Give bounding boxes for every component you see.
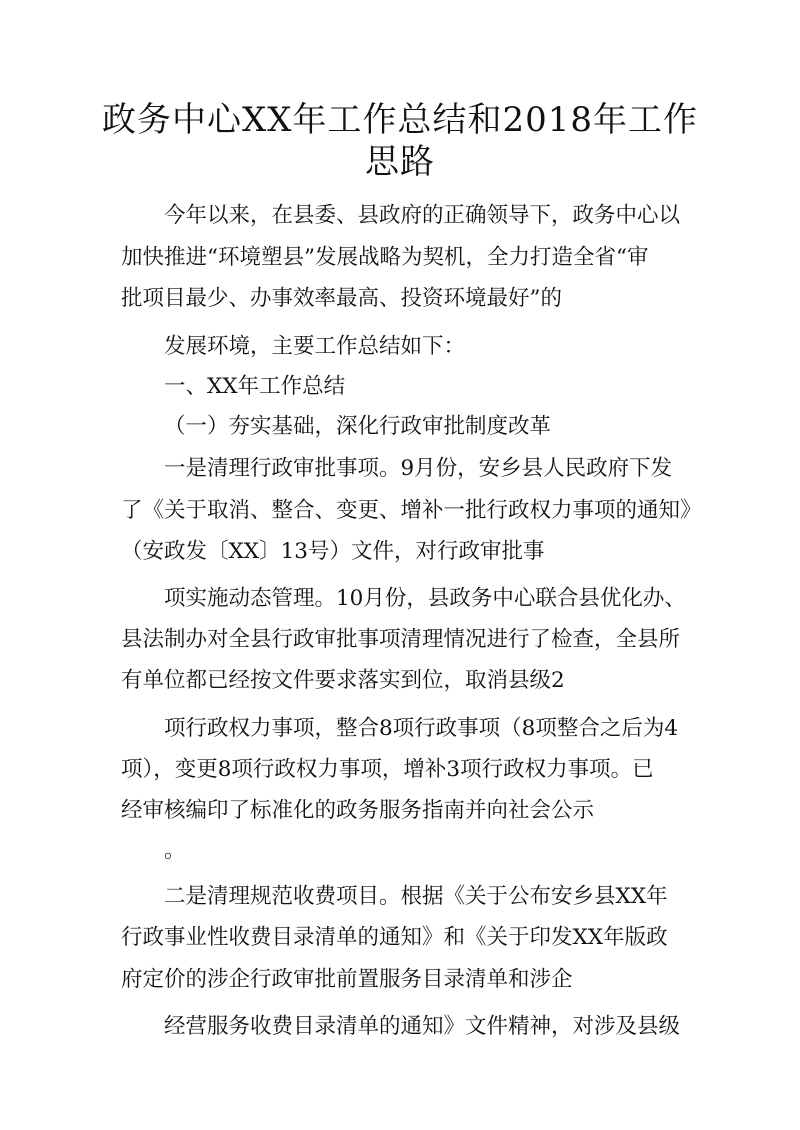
paragraph-line: 批项目最少、办事效率最高、投资环境最好”的 [121,286,562,311]
section-heading: 一、XX年工作总结 [164,374,346,399]
paragraph-line: 项），变更8项行政权力事项，增补3项行政权力事项。已 [121,757,654,782]
paragraph-line: 发展环境，主要工作总结如下： [164,334,466,359]
paragraph-line: 加快推进“环境塑县”发展战略为契机，全力打造全省“审 [121,245,649,270]
paragraph-line: 经审核编印了标准化的政务服务指南并向社会公示 [121,798,595,823]
paragraph-line: 有单位都已经按文件要求落实到位，取消县级2 [121,668,565,693]
paragraph-line: 项行政权力事项，整合8项行政事项（8项整合之后为4 [164,716,679,741]
paragraph-line: （安政发〔XX〕13号）文件，对行政审批事 [121,539,545,564]
paragraph-line: 一是清理行政审批事项。9月份，安乡县人民政府下发 [164,456,673,481]
paragraph-line: 县法制办对全县行政审批事项清理情况进行了检查，全县所 [121,627,681,652]
paragraph-line: 了《关于取消、整合、变更、增补一批行政权力事项的通知》 [121,498,702,523]
paragraph-line: 行政事业性收费目录清单的通知》和《关于印发XX年版政 [121,925,668,950]
subsection-heading: （一）夯实基础，深化行政审批制度改革 [164,414,552,439]
paragraph-line: 项实施动态管理。10月份，县政务中心联合县优化办、 [164,586,686,611]
paragraph-line: 。 [164,838,186,863]
paragraph-line: 二是清理规范收费项目。根据《关于公布安乡县XX年 [164,884,668,909]
paragraph-line: 今年以来，在县委、县政府的正确领导下，政务中心以 [164,203,681,228]
document-title-line-2: 思路 [365,142,435,182]
document-title-line-1: 政务中心XX年工作总结和2018年工作 [102,100,698,140]
paragraph-line: 经营服务收费目录清单的通知》文件精神，对涉及县级 [164,1014,681,1039]
paragraph-line: 府定价的涉企行政审批前置服务目录清单和涉企 [121,967,573,992]
